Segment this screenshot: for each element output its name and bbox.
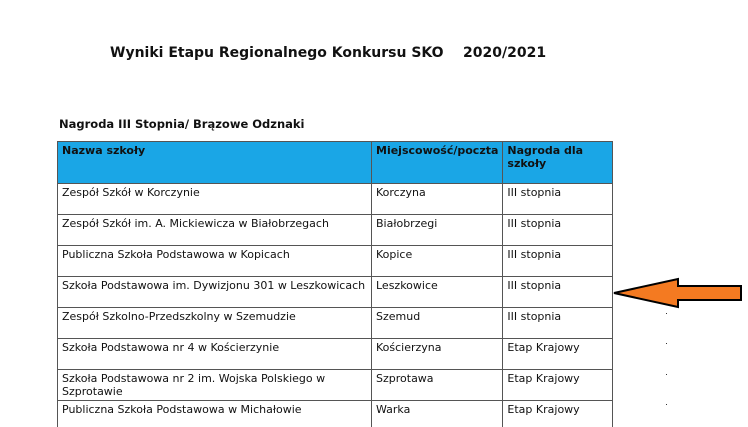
table-row [58,401,613,427]
cell-award: Etap Krajowy [503,339,613,370]
cell-town: Szprotawa [372,370,503,401]
stray-dot [666,343,667,344]
cell-school-name: Publiczna Szkoła Podstawowa w Kopicach [58,246,372,277]
document-title: Wyniki Etapu Regionalnego Konkursu SKO 2020/2021 [110,45,547,61]
cell-award: III stopnia [503,215,613,246]
cell-school-name: Zespół Szkolno-Przedszkolny w Szemudzie [58,308,372,339]
cell-award: III stopnia [503,246,613,277]
cell-school-name: Zespół Szkół im. A. Mickiewicza w Białobrzegach [58,215,372,246]
cell-school-name: Zespół Szkół w Korczynie [58,184,372,215]
table-row [58,184,613,215]
cell-award: Etap Krajowy [503,370,613,401]
results-table [57,141,613,427]
stray-dot [666,313,667,314]
stray-dot [666,374,667,375]
cell-award: III stopnia [503,277,613,308]
cell-award: III stopnia [503,308,613,339]
header-school-name: Nazwa szkoły [58,142,372,184]
cell-town: Szemud [372,308,503,339]
table-header-row [58,142,613,184]
stray-dot [666,404,667,405]
cell-school-name: Szkoła Podstawowa nr 4 w Kościerzynie [58,339,372,370]
table-row [58,308,613,339]
cell-town: Kopice [372,246,503,277]
table-row [58,339,613,370]
table-row [58,277,613,308]
table-row [58,246,613,277]
header-award: Nagroda dla szkoły [503,142,613,184]
cell-school-name: Szkoła Podstawowa nr 2 im. Wojska Polskiego w Szprotawie [58,370,372,401]
arrow-left-icon [612,276,744,310]
table-row [58,215,613,246]
header-town: Miejscowość/poczta [372,142,503,184]
cell-town: Leszkowice [372,277,503,308]
cell-town: Kościerzyna [372,339,503,370]
cell-town: Korczyna [372,184,503,215]
cell-town: Warka [372,401,503,427]
section-title: Nagroda III Stopnia/ Brązowe Odznaki [59,117,305,131]
cell-school-name: Szkoła Podstawowa im. Dywizjonu 301 w Leszkowicach [58,277,372,308]
cell-town: Białobrzegi [372,215,503,246]
arrow-left-icon-shape [614,279,741,307]
cell-award: Etap Krajowy [503,401,613,427]
table-row [58,370,613,401]
cell-award: III stopnia [503,184,613,215]
cell-school-name: Publiczna Szkoła Podstawowa w Michałowie [58,401,372,427]
